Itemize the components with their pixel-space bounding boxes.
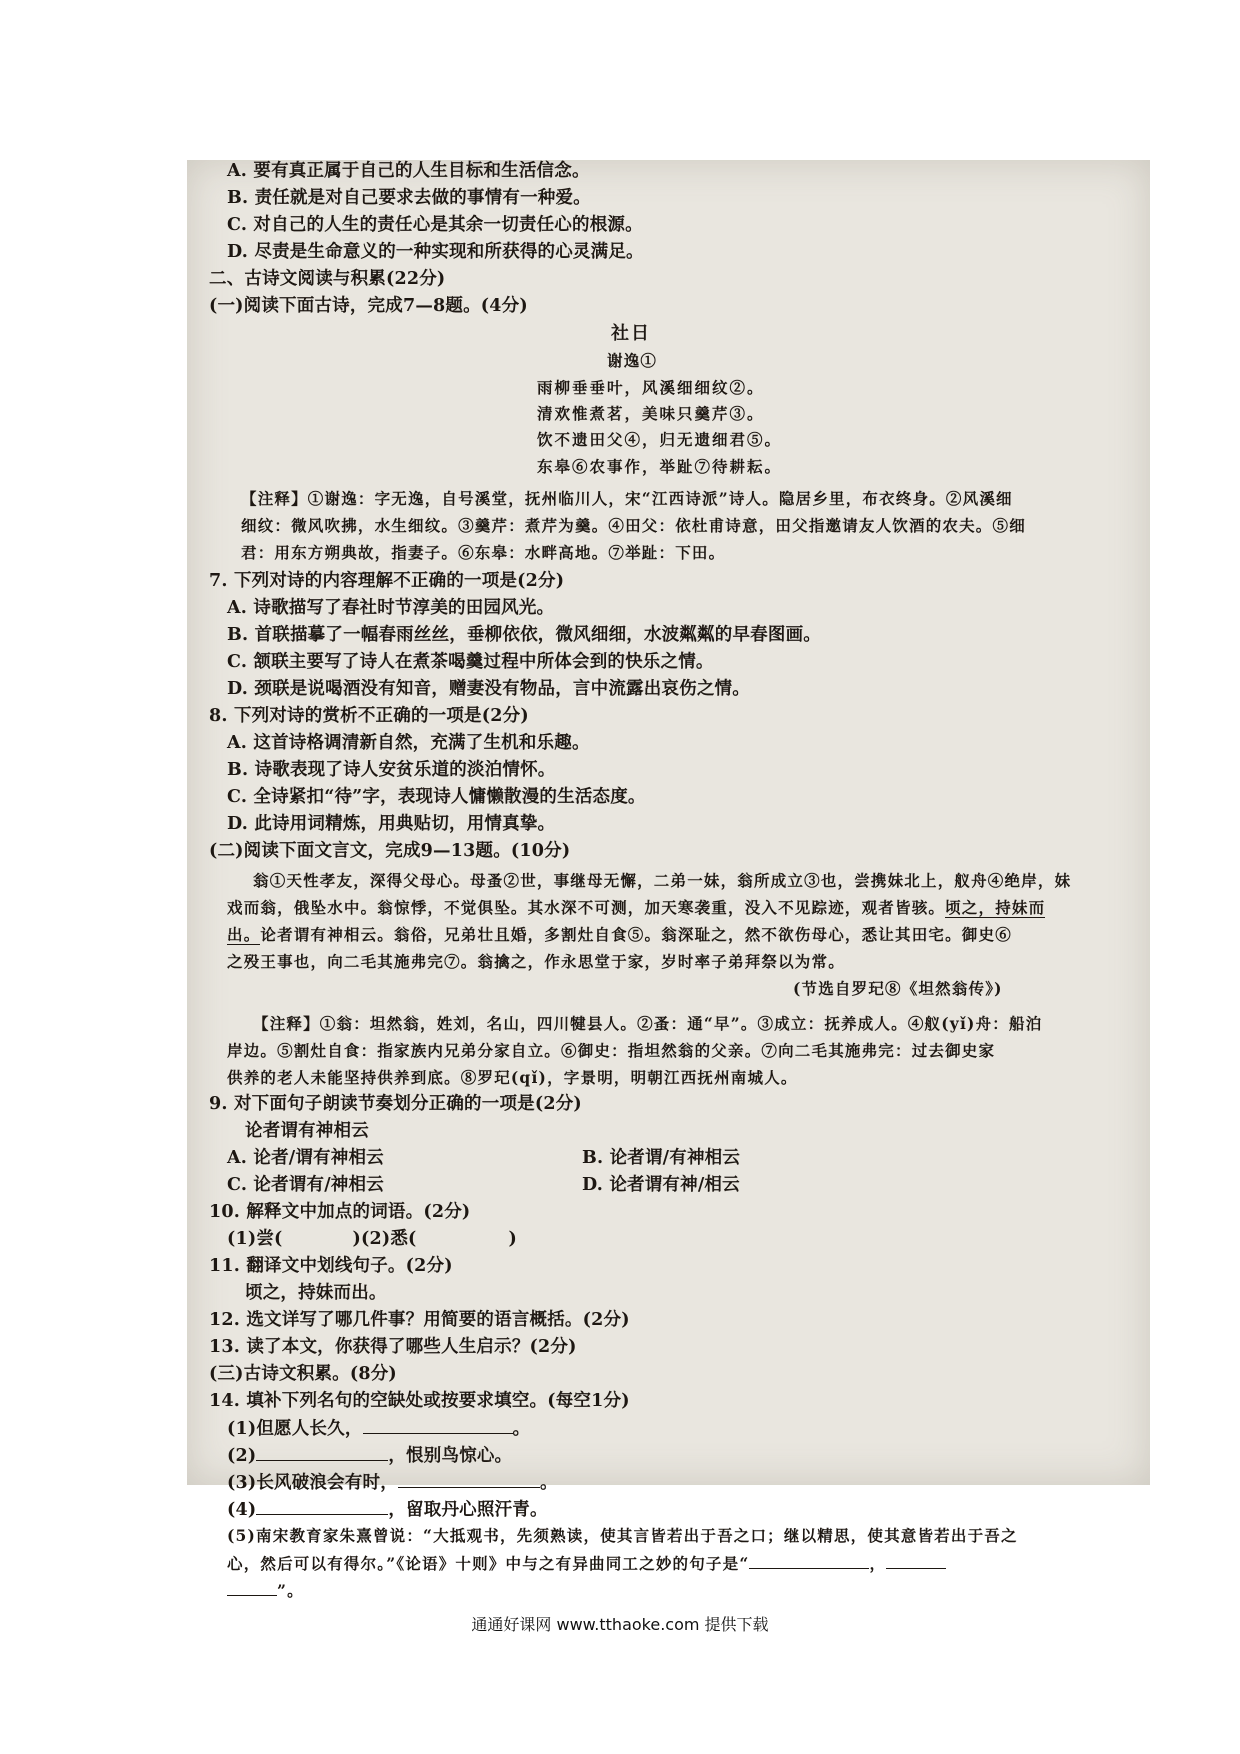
passage-underlined-sentence-part-1: 顷之，持妹而 [945, 898, 1046, 917]
q13: 13. 读了本文，你获得了哪些人生启示？(2分) [209, 1337, 577, 1357]
q14-blank-6-continued[interactable] [227, 1579, 277, 1596]
passage-note-line-1: 【注释】①翁：坦然翁，姓刘，名山，四川犍县人。②蚤：通“早”。③成立：抚养成人。④舣(yǐ)舟：船泊 [253, 1014, 1043, 1033]
q9-option-d: D. 论者谓有神/相云 [582, 1175, 740, 1195]
passage-line-4: 之殁王事也，向二毛其施弗完⑦。翁擒之，作永思堂于家，岁时率子弟拜祭以为常。 [227, 952, 845, 971]
q14-blank-2[interactable] [256, 1444, 388, 1461]
poem-line-3: 饮不遗田父④，归无遗细君⑤。 [537, 430, 783, 449]
q9-sentence: 论者谓有神相云 [245, 1121, 369, 1141]
q12: 12. 选文详写了哪几件事？用简要的语言概括。(2分) [209, 1310, 630, 1330]
q14-item-4-text: ，留取丹心照汗青。 [388, 1500, 548, 1520]
q6-option-b: B. 责任就是对自己要求去做的事情有一种爱。 [227, 188, 591, 208]
passage-note-line-3: 供养的老人未能坚持供养到底。⑧罗玘(qǐ)，字景明，明朝江西抚州南城人。 [227, 1068, 798, 1087]
poem-line-4: 东皋⑥农事作，举趾⑦待耕耘。 [537, 457, 783, 476]
passage-line-3-text: 论者谓有神相云。翁俗，兄弟壮且婚，多割灶自食⑤。翁深耻之，然不欲伤母心，悉让其田宅。御史⑥ [260, 925, 1012, 944]
q6-option-a: A. 要有真正属于自己的人生目标和生活信念。 [227, 161, 590, 181]
q10-close-paren: ) [508, 1229, 518, 1249]
poem-note-line-1: 【注释】①谢逸：字无逸，自号溪堂，抚州临川人，宋“江西诗派”诗人。隐居乡里，布衣终身。②风溪细 [241, 489, 1013, 508]
q14-blank-1[interactable] [363, 1417, 513, 1434]
q7-option-b: B. 首联描摹了一幅春雨丝丝，垂柳依依，微风细细，水波粼粼的早春图画。 [227, 625, 821, 645]
q14-item-5-line-2 [227, 1552, 946, 1575]
q14-item-2 [227, 1444, 512, 1467]
passage-line-2 [227, 897, 1045, 919]
q14-item-2-text: ，恨别鸟惊心。 [388, 1446, 513, 1466]
q8-option-b: B. 诗歌表现了诗人安贫乐道的淡泊情怀。 [227, 760, 556, 780]
q14-stem: 14. 填补下列名句的空缺处或按要求填空。(每空1分) [209, 1391, 630, 1411]
q14-blank-3[interactable] [398, 1471, 540, 1488]
q9-option-a: A. 论者/谓有神相云 [227, 1148, 384, 1168]
q14-item-4 [227, 1498, 548, 1521]
passage-underlined-sentence-part-2: 出。 [227, 925, 261, 944]
q11-sentence: 顷之，持妹而出。 [245, 1283, 387, 1303]
q14-item-1 [227, 1417, 530, 1440]
q14-item-5-end: ”。 [277, 1581, 304, 1600]
q14-item-2-label: (2) [227, 1446, 257, 1466]
q14-item-4-label: (4) [227, 1500, 257, 1520]
q6-option-c: C. 对自己的人生的责任心是其余一切责任心的根源。 [227, 215, 643, 235]
section2-heading: (二)阅读下面文言文，完成9—13题。(10分) [209, 841, 571, 861]
q7-option-a: A. 诗歌描写了春社时节淳美的田园风光。 [227, 598, 555, 618]
q14-blank-6[interactable] [886, 1552, 946, 1569]
poem-line-2: 清欢惟煮茗，美味只羹芹③。 [537, 404, 765, 423]
q9-option-b: B. 论者谓/有神相云 [582, 1148, 741, 1168]
q10-item-2-label: )(2)悉( [352, 1229, 417, 1249]
q14-item-5-line-1: (5)南宋教育家朱熹曾说：“大抵观书，先须熟读，使其言皆若出于吾之口；继以精思，使其意皆若出于吾之 [227, 1526, 1018, 1545]
q14-item-5-line-3 [227, 1579, 304, 1602]
q14-item-3-end: 。 [539, 1473, 558, 1493]
scanned-exam-page [187, 160, 1150, 1600]
q11-stem: 11. 翻译文中划线句子。(2分) [209, 1256, 453, 1276]
passage-line-1: 翁①天性孝友，深得父母心。母蚤②世，事继母无懈，二弟一妹，翁所成立③也，尝携妹北上，舣舟④绝岸，妹 [253, 871, 1072, 890]
q14-item-1-end: 。 [512, 1419, 531, 1439]
q14-item-5-comma: ， [869, 1554, 887, 1573]
q8-option-a: A. 这首诗格调清新自然，充满了生机和乐趣。 [227, 733, 590, 753]
q8-option-d: D. 此诗用词精炼，用典贴切，用情真挚。 [227, 814, 556, 834]
q14-item-1-text: (1)但愿人长久， [227, 1419, 363, 1439]
q9-option-c: C. 论者谓有/神相云 [227, 1175, 384, 1195]
poem-author: 谢逸① [607, 351, 658, 370]
passage-source: (节选自罗玘⑧《坦然翁传》) [793, 979, 1003, 998]
passage-line-3 [227, 924, 1012, 946]
poem-line-1: 雨柳垂垂叶，风溪细细纹②。 [537, 378, 765, 397]
poem-title: 社日 [611, 323, 651, 344]
passage-note-line-2: 岸边。⑤割灶自食：指家族内兄弟分家自立。⑥御史：指坦然翁的父亲。⑦向二毛其施弗完：过去御史家 [227, 1041, 996, 1060]
q14-item-3 [227, 1471, 558, 1494]
q6-option-d: D. 尽责是生命意义的一种实现和所获得的心灵满足。 [227, 242, 644, 262]
q14-blank-5[interactable] [749, 1552, 869, 1569]
section3-heading: (三)古诗文积累。(8分) [209, 1364, 397, 1384]
q7-option-d: D. 颈联是说喝酒没有知音，赠妻没有物品，言中流露出哀伤之情。 [227, 679, 750, 699]
part2-heading: 二、古诗文阅读与积累(22分) [209, 269, 446, 289]
poem-note-line-2: 细纹：微风吹拂，水生细纹。③羹芹：煮芹为羹。④田父：依杜甫诗意，田父指邀请友人饮酒的农夫。⑤细 [241, 516, 1026, 535]
q10-prompts [227, 1228, 517, 1250]
q10-stem: 10. 解释文中加点的词语。(2分) [209, 1202, 471, 1222]
passage-line-2-text: 戏而翁，俄坠水中。翁惊悸，不觉俱坠。其水深不可测，加天寒袭重，没入不见踪迹，观者皆骇。 [227, 898, 946, 917]
q9-stem: 9. 对下面句子朗读节奏划分正确的一项是(2分) [209, 1094, 582, 1114]
download-footer: 通通好课网 www.tthaoke.com 提供下载 [471, 1615, 769, 1634]
q14-blank-4[interactable] [256, 1498, 388, 1515]
q14-item-3-text: (3)长风破浪会有时， [227, 1473, 398, 1493]
q14-item-5-text: 心，然后可以有得尔。”《论语》十则》中与之有异曲同工之妙的句子是“ [227, 1554, 750, 1573]
section1-heading: (一)阅读下面古诗，完成7—8题。(4分) [209, 296, 528, 316]
q8-option-c: C. 全诗紧扣“待”字，表现诗人慵懒散漫的生活态度。 [227, 787, 646, 807]
q8-stem: 8. 下列对诗的赏析不正确的一项是(2分) [209, 706, 529, 726]
q7-stem: 7. 下列对诗的内容理解不正确的一项是(2分) [209, 571, 565, 591]
poem-note-line-3: 君：用东方朔典故，指妻子。⑥东皋：水畔高地。⑦举趾：下田。 [241, 543, 726, 562]
q10-item-1-label: (1)尝( [227, 1229, 283, 1249]
q7-option-c: C. 颔联主要写了诗人在煮茶喝羹过程中所体会到的快乐之情。 [227, 652, 714, 672]
